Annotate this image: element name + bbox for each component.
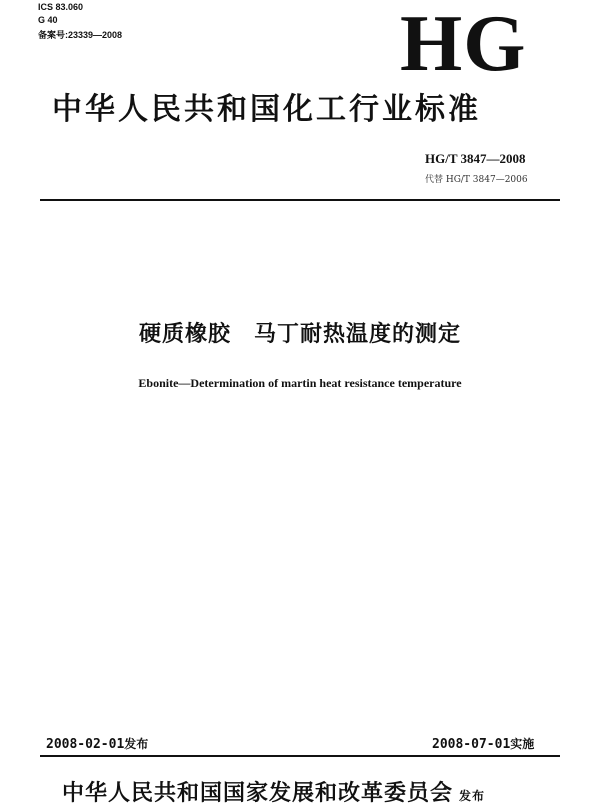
hg-logo: HG [400, 0, 527, 88]
standard-code: HG/T 3847—2008 [425, 151, 526, 166]
ics-code: ICS 83.060 [38, 2, 84, 12]
publish-date [46, 735, 148, 752]
filing-number: 备案号:23339—2008 [38, 30, 123, 40]
issuer-label: 发布 [459, 789, 486, 803]
publish-date-label: 发布 [124, 737, 149, 751]
implement-date [432, 735, 534, 752]
implement-date-value: 2008-07-01 [432, 737, 511, 752]
publish-date-value: 2008-02-01 [46, 737, 125, 752]
top-divider [40, 199, 560, 201]
issuer-name: 中华人民共和国国家发展和改革委员会 [62, 781, 454, 806]
bottom-divider [40, 755, 560, 757]
issuing-authority [62, 776, 485, 807]
document-title-chinese: 硬质橡胶 马丁耐热温度的测定 [138, 322, 461, 347]
document-title-english: Ebonite—Determination of martin heat resistance temperature [138, 376, 462, 390]
standard-name: 中华人民共和国化工行业标准 [52, 92, 481, 127]
ccs-code: G 40 [38, 15, 58, 25]
replaces-note: 代替 HG/T 3847—2006 [425, 175, 528, 185]
implement-date-label: 实施 [510, 737, 535, 751]
